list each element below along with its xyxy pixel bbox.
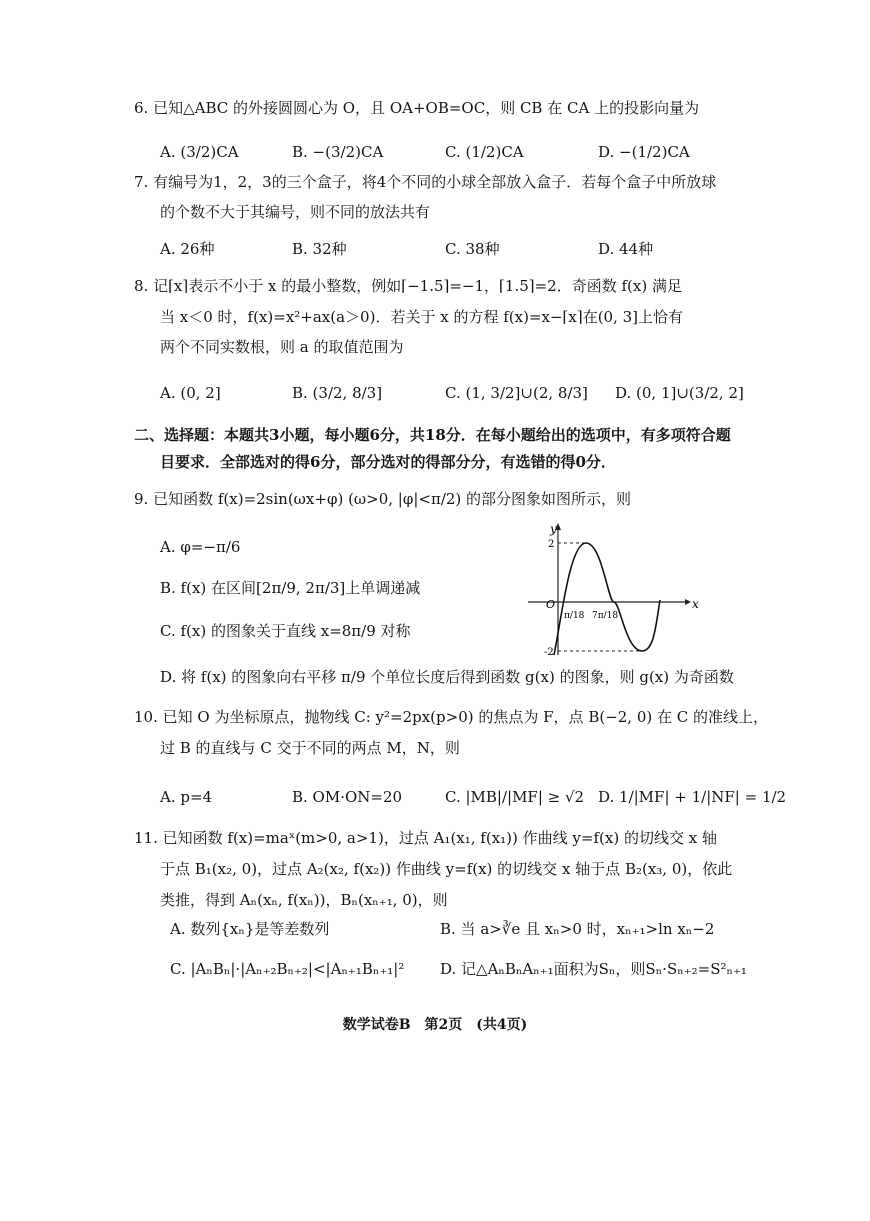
x-axis-arrow (685, 599, 691, 605)
q10-option-d: D. 1/|MF| + 1/|NF| = 1/2 (598, 788, 787, 806)
q11-option-a: A. 数列{xₙ}是等差数列 (170, 920, 330, 938)
q7-option-b: B. 32种 (292, 240, 347, 258)
q10-option-a: A. p=4 (160, 788, 213, 806)
q10-option-c: C. |MB|/|MF| ≥ √2 (445, 788, 585, 806)
q7-stem-line2: 的个数不大于其编号，则不同的放法共有 (160, 203, 431, 221)
q6-option-b: B. −(3/2)CA (292, 143, 384, 161)
q9-option-c: C. f(x) 的图象关于直线 x=8π/9 对称 (160, 622, 411, 640)
q7-option-c: C. 38种 (445, 240, 500, 258)
origin-label: O (546, 598, 556, 611)
q11-stem-line2: 于点 B₁(x₂, 0)，过点 A₂(x₂, f(x₂)) 作曲线 y=f(x) 的切线交 x 轴于点 B₂(x₃, 0)，依此 (160, 860, 733, 878)
y-tick-max: 2 (548, 539, 555, 550)
q7-stem-line1: 7. 有编号为1，2，3的三个盒子，将4个不同的小球全部放入盒子．若每个盒子中所放球 (134, 173, 717, 191)
q8-stem-line3: 两个不同实数根，则 a 的取值范围为 (160, 338, 404, 356)
sine-curve (554, 543, 660, 655)
y-tick-min: -2 (544, 647, 554, 658)
x-tick-pi18: π/18 (564, 611, 585, 621)
q11-option-d: D. 记△AₙBₙAₙ₊₁面积为Sₙ，则Sₙ·Sₙ₊₂=S²ₙ₊₁ (440, 960, 747, 978)
q8-stem-line2: 当 x＜0 时，f(x)=x²+ax(a＞0)．若关于 x 的方程 f(x)=x−⌈x⌉在(0, 3]上恰有 (160, 308, 684, 326)
section2-line1: 二、选择题：本题共3小题，每小题6分，共18分．在每小题给出的选项中，有多项符合题 (134, 426, 731, 444)
q8-option-c: C. (1, 3/2]∪(2, 8/3] (445, 384, 588, 402)
page-footer: 数学试卷B 第2页 (共4页) (342, 1017, 528, 1033)
q8-stem-line1: 8. 记⌈x⌉表示不小于 x 的最小整数，例如⌈−1.5⌉=−1，⌈1.5⌉=2．奇函数 f(x) 满足 (134, 277, 682, 295)
q10-option-b: B. OM·ON=20 (292, 788, 403, 806)
q8-option-a: A. (0, 2] (160, 384, 221, 402)
q6-option-c: C. (1/2)CA (445, 143, 524, 161)
y-axis-label: y (550, 522, 557, 536)
q11-stem-line1: 11. 已知函数 f(x)=maˣ(m>0, a>1)，过点 A₁(x₁, f(x₁)) 作曲线 y=f(x) 的切线交 x 轴 (134, 829, 717, 847)
q8-option-b: B. (3/2, 8/3] (292, 384, 383, 402)
section2-line2: 目要求．全部选对的得6分，部分选对的得部分分，有选错的得0分． (160, 453, 616, 471)
q9-option-b: B. f(x) 在区间[2π/9, 2π/3]上单调递减 (160, 579, 421, 597)
q10-stem-line1: 10. 已知 O 为坐标原点，抛物线 C: y²=2px(p>0) 的焦点为 F，点 B(−2, 0) 在 C 的准线上， (134, 708, 769, 726)
x-tick-7pi18: 7π/18 (592, 611, 619, 621)
q10-stem-line2: 过 B 的直线与 C 交于不同的两点 M，N，则 (160, 739, 460, 757)
q6-option-d: D. −(1/2)CA (598, 143, 690, 161)
q7-option-a: A. 26种 (160, 240, 215, 258)
q6-stem: 6. 已知△ABC 的外接圆圆心为 O，且 OA+OB=OC，则 CB 在 CA 上的投影向量为 (134, 99, 700, 117)
q9-stem: 9. 已知函数 f(x)=2sin(ωx+φ) (ω>0, |φ|<π/2) 的部分图象如图所示，则 (134, 490, 632, 508)
q7-option-d: D. 44种 (598, 240, 654, 258)
q11-option-b: B. 当 a>∛e 且 xₙ>0 时，xₙ₊₁>ln xₙ−2 (440, 920, 715, 938)
x-axis-label: x (692, 597, 699, 611)
q11-option-c: C. |AₙBₙ|·|Aₙ₊₂Bₙ₊₂|<|Aₙ₊₁Bₙ₊₁|² (170, 960, 405, 978)
q8-option-d: D. (0, 1]∪(3/2, 2] (615, 384, 744, 402)
q6-option-a: A. (3/2)CA (160, 143, 239, 161)
q9-sine-graph (520, 515, 700, 665)
q9-option-d: D. 将 f(x) 的图象向右平移 π/9 个单位长度后得到函数 g(x) 的图象，则 g(x) 为奇函数 (160, 668, 734, 686)
q9-option-a: A. φ=−π/6 (160, 538, 241, 556)
q11-stem-line3: 类推，得到 Aₙ(xₙ, f(xₙ))，Bₙ(xₙ₊₁, 0)，则 (160, 891, 448, 909)
